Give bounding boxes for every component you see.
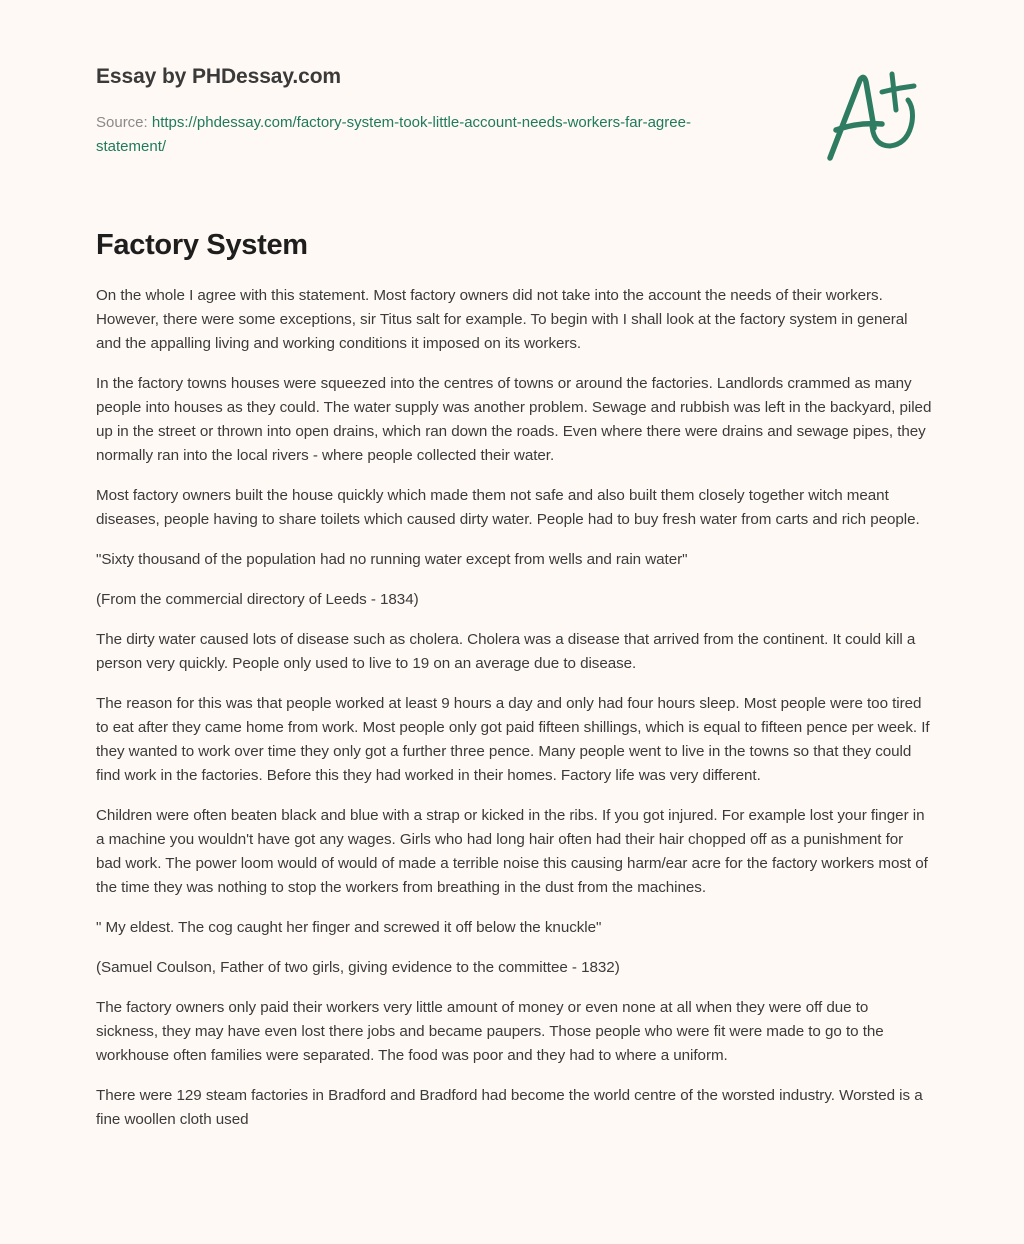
paragraph: The factory owners only paid their workers very little amount of money or even none at all when they were off due to sickness, they may have even lost there jobs and became paupers. Those people who were fit were made to go to the workhouse often families were separated. The food was poor and they had to where a uniform.: [96, 999, 884, 1064]
quote: " My eldest. The cog caught her finger and screwed it off below the knuckle": [96, 919, 602, 936]
paragraph: Most factory owners built the house quickly which made them not safe and also built them closely together witch meant diseases, people having to share toilets which caused dirty water. People had to buy fresh water from carts and rich people.: [96, 487, 920, 528]
quote: "Sixty thousand of the population had no running water except from wells and rain water": [96, 551, 688, 568]
site-title: Essay by PHDessay.com: [96, 65, 341, 88]
quote-citation: (From the commercial directory of Leeds - 1834): [96, 591, 419, 608]
paragraph: In the factory towns houses were squeezed into the centres of towns or around the factories. Landlords crammed as many people into houses as they could. The water supply was another problem. Sewage and rubbish was left in the backyard, piled up in the street or thrown into open drains, which ran down the roads. Even where there were drains and sewage pipes, they normally ran into the local rivers - where people collected their water.: [96, 375, 932, 464]
paragraph: There were 129 steam factories in Bradford and Bradford had become the world centre of the worsted industry. Worsted is a fine woollen cloth used: [96, 1087, 923, 1128]
paragraph: The reason for this was that people worked at least 9 hours a day and only had four hours sleep. Most people were too tired to eat after they came home from work. Most people only got paid fifteen shillings, which is equal to fifteen pence per week. If they wanted to work over time they only got a further three pence. Many people went to live in the towns so that they could find work in the factories. Before this they had worked in their homes. Factory life was very different.: [96, 695, 930, 784]
paragraph: The dirty water caused lots of disease such as cholera. Cholera was a disease that arrived from the continent. It could kill a person very quickly. People only used to live to 19 on an average due to disease.: [96, 631, 916, 672]
source-line: [96, 111, 756, 159]
essay-header: [96, 62, 756, 159]
a-plus-grade-icon: [818, 66, 930, 166]
quote-citation: (Samuel Coulson, Father of two girls, giving evidence to the committee - 1832): [96, 959, 620, 976]
page-title: Factory System: [96, 229, 308, 261]
paragraph: Children were often beaten black and blue with a strap or kicked in the ribs. If you got injured. For example lost your finger in a machine you wouldn't have got any wages. Girls who had long hair often had their hair chopped off as a punishment for bad work. The power loom would of would of made a terrible noise this causing harm/ear acre for the factory workers most of the time they was nothing to stop the workers from breathing in the dust from the machines.: [96, 807, 928, 896]
paragraph: On the whole I agree with this statement. Most factory owners did not take into the account the needs of their workers. However, there were some exceptions, sir Titus salt for example. To begin with I shall look at the factory system in general and the appalling living and working conditions it imposed on its workers.: [96, 287, 908, 352]
article: [96, 226, 932, 1148]
source-link[interactable]: https://phdessay.com/factory-system-took-little-account-needs-workers-far-agree-statement/: [96, 114, 691, 155]
source-label: Source:: [96, 114, 152, 131]
